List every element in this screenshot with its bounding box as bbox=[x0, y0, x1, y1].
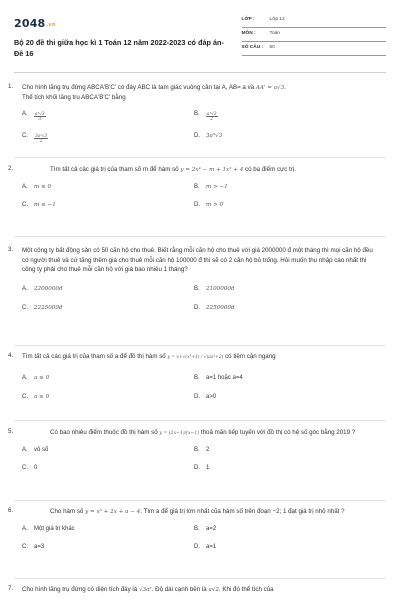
fraction-numerator: a³√3 bbox=[207, 111, 217, 117]
question-text-part: Tìm tất cả các giá trị của tham số m để hàm số bbox=[50, 166, 181, 173]
option-text: Một giá trị khác bbox=[34, 525, 75, 532]
answer-option-c[interactable] bbox=[22, 543, 194, 551]
meta-value: 50 bbox=[269, 45, 275, 51]
question-divider bbox=[14, 578, 386, 579]
answer-option-a[interactable] bbox=[22, 285, 194, 294]
question-math: a√2 bbox=[208, 587, 219, 593]
question-divider bbox=[14, 500, 386, 501]
option-math: m > 0 bbox=[206, 202, 224, 209]
option-letter: B. bbox=[194, 374, 200, 381]
answer-option-a[interactable] bbox=[22, 525, 194, 533]
question-text-part: thoả mãn tiếp tuyến với đồ thị có hệ số góc bằng 2019 ? bbox=[199, 429, 356, 436]
meta-label: MÔN : bbox=[241, 31, 256, 37]
option-letter: C. bbox=[22, 544, 28, 551]
question-math: AA' = a√3 bbox=[255, 85, 285, 91]
question-text-part: . Tìm a để giá trị lớn nhất của hàm số trên đoạn −2; 1 đạt giá trị nhỏ nhất ? bbox=[140, 508, 345, 515]
answer-options bbox=[22, 525, 378, 552]
question-text bbox=[22, 585, 378, 595]
option-fraction bbox=[34, 112, 46, 121]
question-text bbox=[22, 507, 378, 517]
answer-option-b[interactable] bbox=[194, 285, 366, 294]
answer-option-b[interactable] bbox=[194, 374, 366, 383]
option-letter: D. bbox=[194, 465, 200, 471]
question-text bbox=[22, 428, 378, 438]
fraction-denominator: 3 bbox=[38, 116, 42, 122]
option-text: vô số bbox=[34, 446, 49, 453]
logo-tld: .vn bbox=[46, 22, 56, 28]
question-text bbox=[22, 165, 378, 175]
question-text-part: . bbox=[284, 84, 286, 91]
answer-option-c[interactable] bbox=[22, 132, 194, 143]
question-number: 3. bbox=[8, 246, 14, 253]
option-text: a=1 hoặc a=4 bbox=[206, 374, 243, 381]
option-math: 2200000đ bbox=[34, 285, 63, 292]
question-2 bbox=[8, 165, 378, 210]
option-text: a=1 bbox=[206, 544, 217, 551]
question-divider bbox=[14, 420, 386, 421]
option-letter: C. bbox=[22, 132, 28, 139]
option-math: a ≤ 0 bbox=[34, 374, 50, 381]
question-7 bbox=[8, 585, 378, 595]
answer-options bbox=[22, 183, 378, 211]
question-text bbox=[22, 352, 378, 362]
meta-value: Lớp 12 bbox=[269, 17, 285, 23]
option-letter: B. bbox=[194, 446, 200, 453]
option-letter: A. bbox=[22, 285, 28, 292]
option-letter: A. bbox=[22, 374, 28, 381]
answer-option-a[interactable] bbox=[22, 446, 194, 454]
answer-options bbox=[22, 285, 378, 313]
question-text-part: . Khi đó thể tích của bbox=[218, 586, 274, 593]
option-letter: A. bbox=[22, 111, 28, 118]
question-text-part: Cho hàm số bbox=[50, 508, 86, 515]
option-letter: B. bbox=[194, 525, 200, 532]
answer-option-a[interactable] bbox=[22, 183, 194, 192]
answer-option-d[interactable] bbox=[194, 393, 366, 402]
answer-option-a[interactable] bbox=[22, 110, 194, 121]
question-divider bbox=[14, 236, 386, 237]
answer-option-c[interactable] bbox=[22, 201, 194, 210]
option-letter: D. bbox=[194, 304, 200, 311]
answer-option-d[interactable] bbox=[194, 543, 366, 551]
question-1 bbox=[8, 83, 378, 143]
question-math: y = x³ + 2x + a − 4 bbox=[85, 509, 141, 515]
question-text-part: có tiệm cận ngang bbox=[223, 353, 276, 360]
question-text-part: có ba điểm cực trị. bbox=[243, 166, 296, 173]
answer-option-c[interactable] bbox=[22, 464, 194, 472]
answer-option-a[interactable] bbox=[22, 374, 194, 383]
question-number: 6. bbox=[8, 507, 14, 514]
header-left bbox=[14, 6, 242, 72]
meta-value: Toán bbox=[269, 31, 280, 37]
header-divider bbox=[14, 72, 386, 73]
answer-option-b[interactable] bbox=[194, 110, 366, 121]
meta-count-row bbox=[242, 42, 386, 56]
answer-option-c[interactable] bbox=[22, 393, 194, 402]
option-letter: B. bbox=[194, 285, 200, 292]
answer-option-d[interactable] bbox=[194, 132, 366, 143]
question-text-part: . Độ dài cạnh bên là bbox=[151, 586, 209, 593]
fraction-numerator: a³√3 bbox=[35, 111, 45, 117]
option-math: m ≥ −1 bbox=[34, 202, 56, 209]
option-letter: D. bbox=[194, 544, 200, 551]
document-header bbox=[14, 6, 386, 72]
document-title: Bộ 20 đề thi giữa học kì 1 Toán 12 năm 2022-2023 có đáp án- Đề 16 bbox=[14, 38, 224, 59]
meta-class-row bbox=[242, 14, 386, 28]
question-number: 2. bbox=[8, 165, 14, 172]
option-math: a ≥ 0 bbox=[34, 393, 50, 400]
answer-options bbox=[22, 374, 378, 402]
meta-label: SỐ CÂU : bbox=[241, 45, 264, 51]
answer-option-d[interactable] bbox=[194, 464, 366, 472]
option-text: a=3 bbox=[34, 544, 45, 551]
option-math: 2100000đ bbox=[206, 285, 235, 292]
question-math: y = 2x⁴ − m + 1x² + 4 bbox=[180, 167, 244, 173]
option-math: 3a³√3 bbox=[206, 132, 223, 139]
answer-option-d[interactable] bbox=[194, 304, 366, 313]
answer-option-c[interactable] bbox=[22, 304, 194, 313]
option-math: m ≥ 0 bbox=[34, 183, 52, 190]
question-number: 4. bbox=[8, 352, 14, 359]
logo-text: 2048 bbox=[14, 17, 46, 30]
option-math: m > −1 bbox=[206, 183, 228, 190]
option-letter: A. bbox=[22, 183, 28, 190]
question-divider bbox=[14, 157, 386, 158]
option-letter: C. bbox=[22, 304, 28, 311]
option-letter: D. bbox=[194, 132, 200, 139]
question-text-part: Thể tích khối lăng trụ ABCA'B'C' bằng bbox=[22, 93, 126, 101]
fraction-denominator: 2 bbox=[210, 116, 214, 122]
answer-options bbox=[22, 110, 378, 143]
fraction-numerator: 3a³√3 bbox=[35, 132, 48, 138]
meta-subject-row bbox=[242, 28, 386, 42]
question-3 bbox=[8, 246, 378, 312]
site-logo[interactable] bbox=[14, 16, 242, 31]
option-letter: C. bbox=[22, 465, 28, 471]
option-letter: C. bbox=[22, 202, 28, 209]
question-divider bbox=[14, 345, 386, 346]
question-text-part: Tìm tất cả các giá trị của tham số a để đồ thị hàm số bbox=[22, 353, 168, 360]
answer-option-b[interactable] bbox=[194, 183, 366, 192]
option-letter: A. bbox=[22, 446, 28, 453]
question-number: 7. bbox=[8, 585, 14, 592]
option-letter: D. bbox=[194, 393, 200, 400]
option-letter: D. bbox=[194, 202, 200, 209]
fraction-denominator: 2 bbox=[39, 137, 43, 143]
question-text bbox=[22, 83, 378, 102]
option-math: 2225000đ bbox=[34, 304, 63, 311]
question-text: Một công ty bất động sản có 50 căn hộ cho thuê. Biết rằng mỗi căn hộ cho thuê với giá 2000000 đ một tháng thì mọi căn hộ đều có người thuê và cứ tăng thêm giá cho thuê mỗi căn hộ 100000 đ thì sẽ có 2 căn hộ bỏ trống. Hỏi muốn thu nhập cao nhất thì công ty phải cho thuê mỗi căn hộ với giá bao nhiêu 1 tháng? bbox=[22, 247, 373, 274]
answer-option-b[interactable] bbox=[194, 525, 366, 533]
question-4 bbox=[8, 352, 378, 401]
option-text: 0 bbox=[34, 465, 38, 471]
option-text: a=2 bbox=[206, 525, 217, 532]
option-fraction bbox=[206, 112, 218, 121]
option-letter: C. bbox=[22, 393, 28, 400]
option-fraction bbox=[34, 134, 48, 143]
question-math: √3a² bbox=[138, 587, 152, 593]
question-5 bbox=[8, 428, 378, 472]
question-text-part: Cho hình lăng trụ đứng ABCA'B'C' có đáy ABC là tam giác vuông cân tại A, AB= a và bbox=[22, 84, 256, 91]
question-math: y = (2x−1)/(x−1) bbox=[159, 431, 200, 436]
question-number: 5. bbox=[8, 428, 14, 435]
meta-label: LỚP : bbox=[241, 17, 255, 23]
option-text: 1 bbox=[206, 465, 210, 471]
option-letter: A. bbox=[22, 525, 28, 532]
question-text-part: Có bao nhiêu điểm thuộc đồ thị hàm số bbox=[50, 429, 160, 436]
option-letter: B. bbox=[194, 111, 200, 118]
answer-option-d[interactable] bbox=[194, 201, 366, 210]
option-letter: B. bbox=[194, 183, 200, 190]
question-6 bbox=[8, 507, 378, 551]
option-text: a>0 bbox=[206, 393, 217, 400]
document-meta bbox=[242, 6, 386, 72]
question-text-part: Cho hình lăng trụ đứng có diện tích đáy là bbox=[22, 586, 139, 593]
question-math: y = x+√(x²+1) / √(ax²+2) bbox=[167, 355, 224, 360]
question-number: 1. bbox=[8, 83, 14, 90]
option-text: 2 bbox=[206, 446, 210, 453]
option-math: 2250000đ bbox=[206, 304, 235, 311]
answer-options bbox=[22, 446, 378, 473]
answer-option-b[interactable] bbox=[194, 446, 366, 454]
